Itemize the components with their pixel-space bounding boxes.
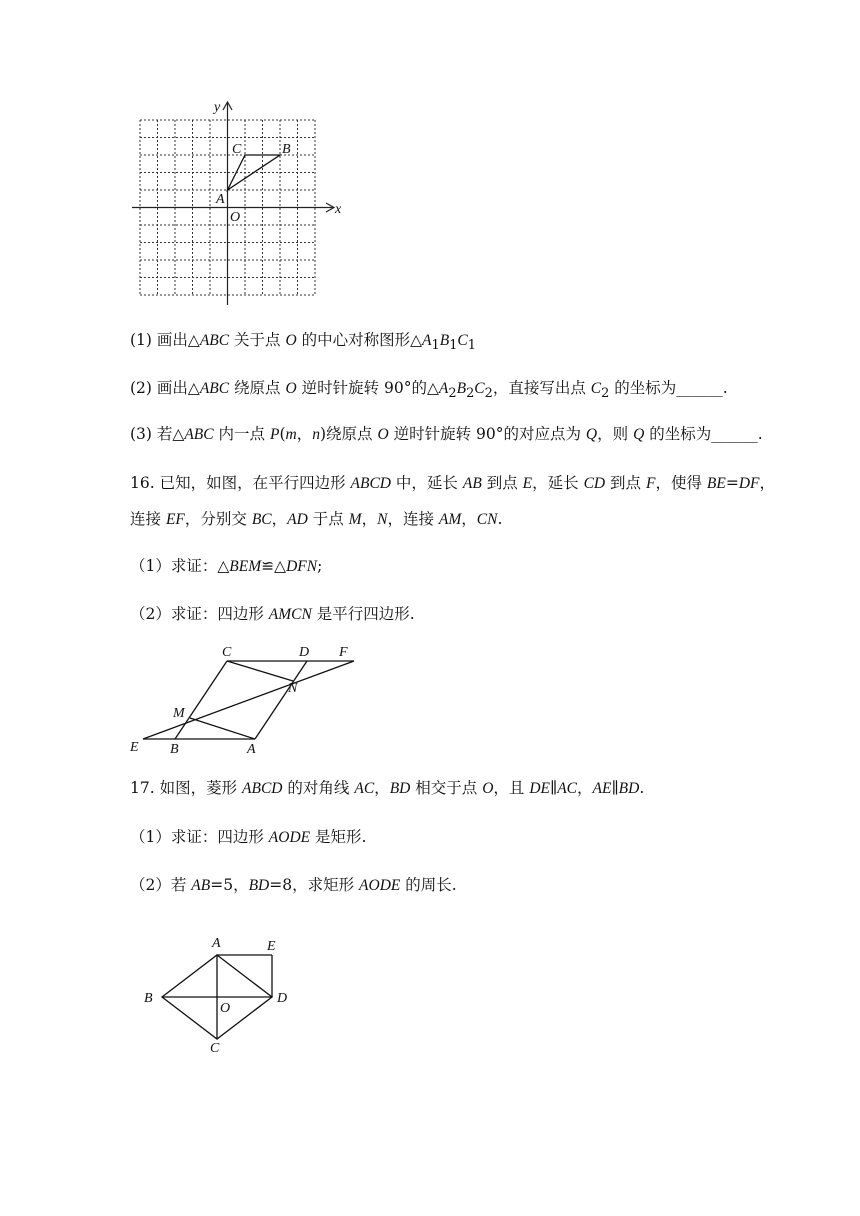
q16-parallelogram-figure — [125, 640, 365, 760]
q16-part2: （2）求证：四边形 AMCN 是平行四边形. — [130, 605, 415, 623]
point-label-c: C — [222, 645, 232, 660]
q17-rhombus-figure — [140, 930, 300, 1060]
q17-statement: 17. 如图，菱形 ABCD 的对角线 AC，BD 相交于点 O，且 DE∥AC，AE∥BD. — [130, 779, 645, 797]
q17-part2: （2）若 AB=5，BD=8，求矩形 AODE 的周长. — [130, 876, 457, 894]
point-label-n: N — [288, 681, 298, 696]
point-label-e: E — [130, 740, 139, 755]
coordinate-grid-figure — [130, 95, 350, 310]
point-label-d: D — [277, 991, 288, 1006]
q15-part1: (1) 画出△ABC 关于点 O 的中心对称图形$\triangle A_1B_1C_1$ — [130, 331, 476, 354]
q16-statement-line1: 16. 已知，如图，在平行四边形 ABCD 中，延长 AB 到点 E，延长 CD 到点 F，使得 BE=DF， — [130, 474, 775, 492]
point-label-m: M — [173, 706, 185, 721]
y-axis-label: y — [214, 100, 221, 115]
point-label-b: B — [282, 142, 291, 157]
q16-statement-line2: 连接 EF，分别交 BC，AD 于点 M，N，连接 AM，CN. — [130, 510, 503, 528]
point-label-c: C — [232, 142, 242, 157]
point-label-o: O — [220, 1001, 231, 1016]
point-label-b: B — [170, 742, 179, 757]
point-label-a: A — [247, 742, 256, 757]
segment-ad — [255, 661, 307, 739]
point-label-e: E — [267, 939, 276, 954]
point-label-d: D — [299, 645, 310, 660]
point-label-a: A — [216, 192, 225, 207]
segment-am — [190, 718, 255, 739]
point-label-a: A — [212, 936, 221, 951]
segment-ef — [143, 661, 354, 739]
point-label-f: F — [339, 645, 348, 660]
q17-part1: （1）求证：四边形 AODE 是矩形. — [130, 828, 367, 846]
point-label-b: B — [144, 991, 153, 1006]
q16-part1: （1）求证：△BEM≌△DFN; — [130, 557, 323, 575]
x-axis-label: x — [335, 202, 342, 217]
point-label-c: C — [210, 1041, 220, 1056]
segment-cn — [227, 661, 293, 681]
origin-label: O — [230, 210, 241, 225]
q15-part3: (3) 若△ABC 内一点 P(m，n)绕原点 O 逆时针旋转 90°的对应点为 Q，则 Q 的坐标为______. — [130, 425, 763, 443]
q15-part2: (2) 画出△ABC 绕原点 O 逆时针旋转 90°的$\triangle A_2B_2C_2$，直接写出点 $C_2$ 的坐标为______. — [130, 379, 728, 402]
